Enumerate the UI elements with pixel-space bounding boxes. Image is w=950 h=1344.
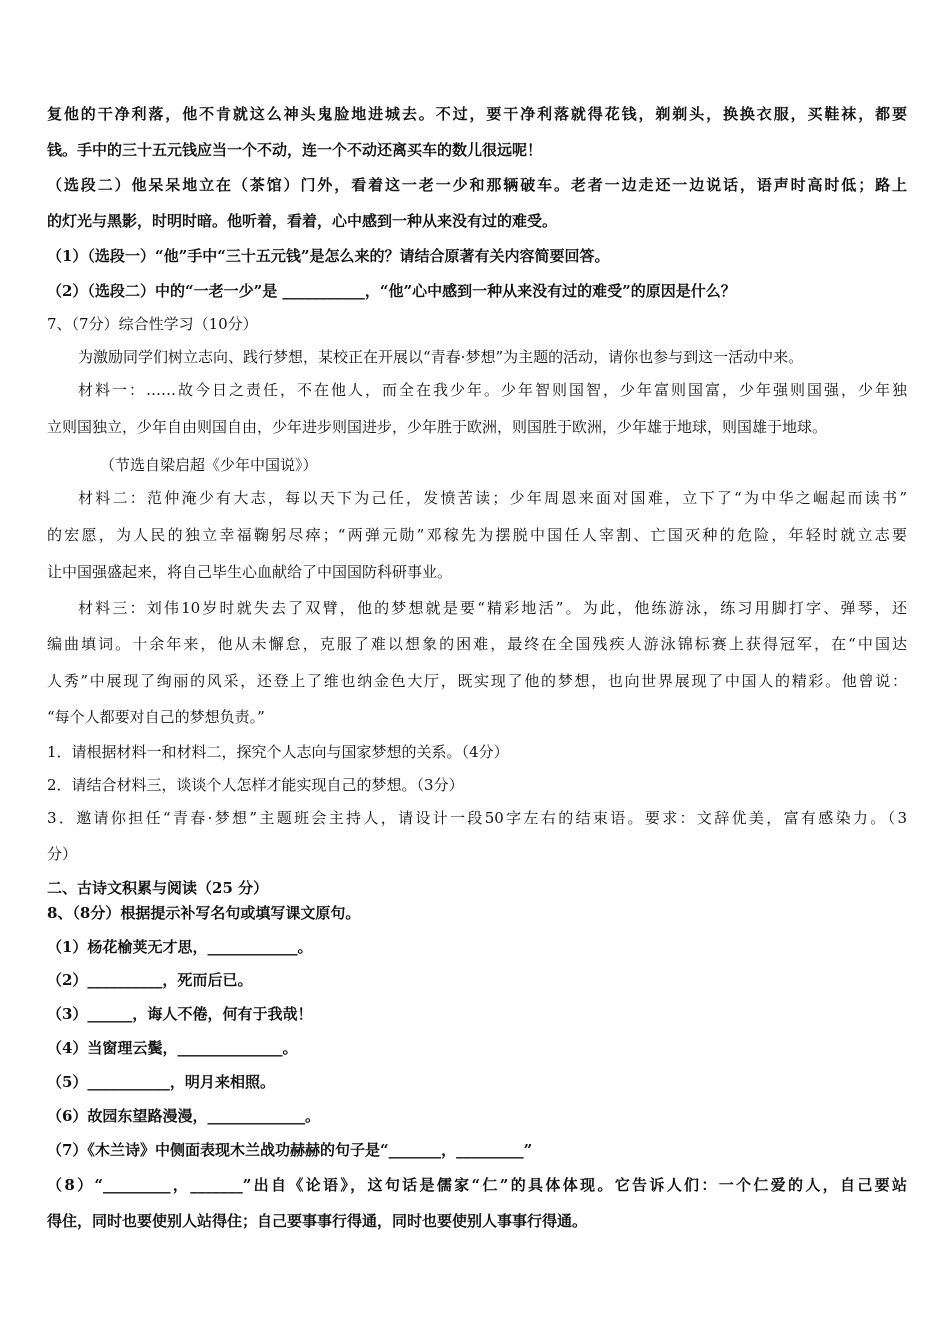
task-2: 2．请结合材料三，谈谈个人怎样才能实现自己的梦想。（3分） (47, 776, 464, 794)
material-1-source: （节选自梁启超《少年中国说》） (100, 456, 318, 474)
material-2-line: 材料二：范仲淹少有大志，每以天下为己任，发愤苦读；少年周恩来面对国难，立下了“为中华之崛起而读书” (78, 489, 907, 507)
fill-item: （2）__________，死而后已。 (47, 971, 253, 989)
passage-line: （选段二）他呆呆地立在（茶馆）门外，看着这一老一少和那辆破车。老者一边走还一边说话，语声时高时低；路上 (47, 176, 907, 194)
fill-item: （4）当窗理云鬓，______________。 (47, 1039, 298, 1057)
material-3-line: 人秀”中展现了绚丽的风采，还登上了维也纳金色大厅，既实现了他的梦想，也向世界展现了中国人的精彩。他曾说： (47, 672, 907, 690)
passage-line: 复他的干净利落，他不肯就这么神头鬼脸地进城去。不过，要干净利落就得花钱，剃剃头，换换衣服，买鞋袜，都要 (47, 105, 907, 123)
material-1-line: 立则国独立，少年自由则国自由，少年进步则国进步，少年胜于欧洲，则国胜于欧洲，少年雄于地球，则国雄于地球。 (47, 418, 828, 436)
passage-line: 的灯光与黑影，时明时暗。他听着，看着，心中感到一种从来没有过的难受。 (47, 212, 558, 230)
material-3-line: 材料三：刘伟10岁时就失去了双臂，他的梦想就是要“精彩地活”。为此，他练游泳，练习用脚打字、弹琴，还 (78, 599, 907, 617)
section-2-title: 二、古诗文积累与阅读（25 分） (47, 879, 269, 897)
fill-item: （3）______，诲人不倦，何有于我哉！ (47, 1005, 313, 1023)
task-3: 3．邀请你担任“青春·梦想”主题班会主持人，请设计一段50字左右的结束语。要求：文辞优美，富有感染力。（3 (47, 809, 907, 827)
fill-item: （7）《木兰诗》中侧面表现木兰战功赫赫的句子是“_______，_________” (47, 1141, 533, 1159)
task-3-cont: 分） (47, 845, 78, 863)
passage-line: 钱。手中的三十五元钱应当一个不动，连一个不动还离买车的数儿很远呢！ (47, 141, 543, 159)
material-1-line: 材料一：……故今日之责任，不在他人，而全在我少年。少年智则国智，少年富则国富，少年强则国强，少年独 (78, 381, 907, 399)
fill-item: （1）杨花榆荚无才思，____________。 (47, 938, 313, 956)
fill-item-cont: 得住，同时也要使别人站得住；自己要事事行得通，同时也要使别人事事行得通。 (47, 1212, 588, 1230)
q7-heading: 7、（7分）综合性学习（10分） (47, 315, 258, 333)
fill-item: （6）故园东望路漫漫，_____________。 (47, 1107, 320, 1125)
task-1: 1．请根据材料一和材料二，探究个人志向与国家梦想的关系。（4分） (47, 743, 509, 761)
question-2: （2）（选段二）中的“一老一少”是 ___________，“他”心中感到一种从来没有过的难受”的原因是什么？ (47, 282, 736, 300)
material-2-line: 的宏愿，为人民的独立幸福鞠躬尽瘁；“两弹元勋”邓稼先为摆脱中国任人宰割、亡国灭种的危险，年轻时就立志要 (47, 526, 907, 544)
material-3-line: 编曲填词。十余年来，他从未懈怠，克服了难以想象的困难，最终在全国残疾人游泳锦标赛上获得冠军，在“中国达 (47, 635, 907, 653)
material-2-line: 让中国强盛起来，将自己毕生心血献给了中国国防科研事业。 (47, 563, 453, 581)
fill-item: （5）___________，明月来相照。 (47, 1073, 275, 1091)
q7-intro: 为激励同学们树立志向、践行梦想，某校正在开展以“青春·梦想”为主题的活动，请你也参与到这一活动中来。 (78, 348, 804, 366)
fill-item: （8）“_________，_______”出自《论语》，这句话是儒家“仁”的具体体现。它告诉人们：一个仁爱的人，自己要站 (47, 1176, 907, 1194)
q8-heading: 8、（8分）根据提示补写名句或填写课文原句。 (47, 904, 361, 922)
question-1: （1）（选段一）“他”手中“三十五元钱”是怎么来的？请结合原著有关内容简要回答。 (47, 247, 610, 265)
material-3-line: “每个人都要对自己的梦想负责。” (47, 708, 265, 726)
